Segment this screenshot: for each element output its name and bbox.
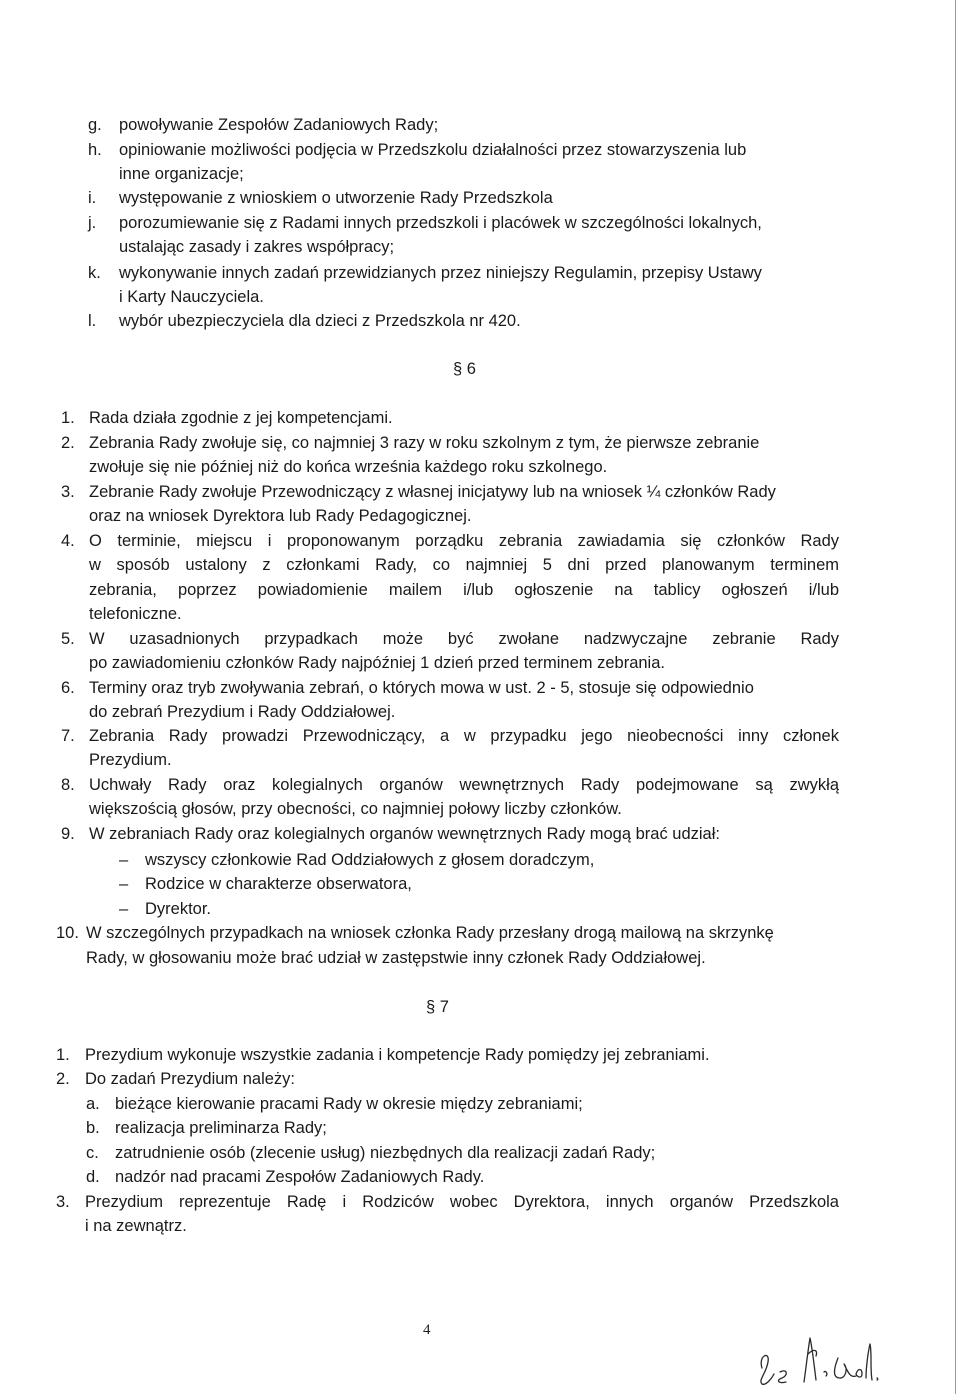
item-text: Prezydium wykonuje wszystkie zadania i kompetencje Rady pomiędzy jej zebraniami. <box>85 1046 710 1064</box>
dash-marker: – <box>119 875 129 893</box>
item-number: 5. <box>61 630 75 648</box>
sub-item-marker: b. <box>86 1119 100 1137</box>
item-number: 1. <box>61 409 75 427</box>
sub-item-text: realizacja preliminarza Rady; <box>115 1119 327 1137</box>
item-number: 10. <box>56 924 79 942</box>
list-marker: i. <box>88 189 97 207</box>
item-number: 9. <box>61 825 75 843</box>
list-item-continuation: inne organizacje; <box>119 165 244 183</box>
item-text: Uchwały Rady oraz kolegialnych organów wewnętrznych Rady podejmowane są zwykłą <box>89 776 839 794</box>
dash-marker: – <box>119 900 129 918</box>
item-continuation: Rady, w głosowaniu może brać udział w zastępstwie inny członek Rady Oddziałowej. <box>86 949 706 967</box>
sub-item-marker: a. <box>86 1095 100 1113</box>
dash-item-text: Rodzice w charakterze obserwatora, <box>145 875 412 893</box>
sub-item-marker: c. <box>86 1144 99 1162</box>
list-marker: g. <box>88 116 102 134</box>
sub-item-text: nadzór nad pracami Zespołów Zadaniowych Rady. <box>115 1168 485 1186</box>
item-continuation: Prezydium. <box>89 751 172 769</box>
item-continuation: do zebrań Prezydium i Rady Oddziałowej. <box>89 703 396 721</box>
sub-item-marker: d. <box>86 1168 100 1186</box>
section-heading-7: § 7 <box>426 998 449 1016</box>
item-text: Zebrania Rady prowadzi Przewodniczący, a w przypadku jego nieobecności inny członek <box>89 727 839 745</box>
dash-item-text: Dyrektor. <box>145 900 212 918</box>
item-text: Zebranie Rady zwołuje Przewodniczący z własnej inicjatywy lub na wniosek ¼ członków Rady <box>89 483 776 501</box>
list-item-text: porozumiewanie się z Radami innych przedszkoli i placówek w szczególności lokalnych, <box>119 214 762 232</box>
item-number: 2. <box>56 1070 70 1088</box>
item-text: Zebrania Rady zwołuje się, co najmniej 3 razy w roku szkolnym z tym, że pierwsze zebranie <box>89 434 760 452</box>
item-continuation: większością głosów, przy obecności, co najmniej połowy liczby członków. <box>89 800 622 818</box>
item-number: 8. <box>61 776 75 794</box>
item-continuation: telefoniczne. <box>89 605 182 623</box>
item-number: 3. <box>61 483 75 501</box>
item-number: 1. <box>56 1046 70 1064</box>
item-text: O terminie, miejscu i proponowanym porządku zebrania zawiadamia się członków Rady <box>89 532 839 550</box>
list-item-continuation: ustalając zasady i zakres współpracy; <box>119 238 395 256</box>
dash-item-text: wszyscy członkowie Rad Oddziałowych z głosem doradczym, <box>145 851 595 869</box>
item-continuation: po zawiadomieniu członków Rady najpóźniej 1 dzień przed terminem zebrania. <box>89 654 665 672</box>
item-continuation: oraz na wniosek Dyrektora lub Rady Pedagogicznej. <box>89 507 472 525</box>
item-continuation: zebrania, poprzez powiadomienie mailem i/lub ogłoszenie na tablicy ogłoszeń i/lub <box>89 581 839 599</box>
list-item-text: opiniowanie możliwości podjęcia w Przedszkolu działalności przez stowarzyszenia lub <box>119 141 747 159</box>
sub-item-text: zatrudnienie osób (zlecenie usług) niezbędnych dla realizacji zadań Rady; <box>115 1144 656 1162</box>
list-item-text: wybór ubezpieczyciela dla dzieci z Przedszkola nr 420. <box>119 312 521 330</box>
item-number: 6. <box>61 679 75 697</box>
signature-scribble <box>752 1328 882 1390</box>
item-text: Prezydium reprezentuje Radę i Rodziców wobec Dyrektora, innych organów Przedszkola <box>85 1193 839 1211</box>
list-marker: k. <box>88 264 101 282</box>
item-text: Rada działa zgodnie z jej kompetencjami. <box>89 409 393 427</box>
item-text: Do zadań Prezydium należy: <box>85 1070 296 1088</box>
item-text: W zebraniach Rady oraz kolegialnych organów wewnętrznych Rady mogą brać udział: <box>89 825 720 843</box>
item-continuation: i na zewnątrz. <box>85 1217 187 1235</box>
item-text: W uzasadnionych przypadkach może być zwołane nadzwyczajne zebranie Rady <box>89 630 839 648</box>
list-item-text: wykonywanie innych zadań przewidzianych przez niniejszy Regulamin, przepisy Ustawy <box>119 264 762 282</box>
list-marker: j. <box>88 214 97 232</box>
list-marker: h. <box>88 141 102 159</box>
scan-edge-line <box>955 0 956 1394</box>
item-number: 4. <box>61 532 75 550</box>
item-number: 3. <box>56 1193 70 1211</box>
sub-item-text: bieżące kierowanie pracami Rady w okresie między zebraniami; <box>115 1095 583 1113</box>
item-number: 7. <box>61 727 75 745</box>
item-text: Terminy oraz tryb zwoływania zebrań, o których mowa w ust. 2 - 5, stosuje się odpowiednio <box>89 679 754 697</box>
page-number: 4 <box>423 1322 431 1338</box>
item-number: 2. <box>61 434 75 452</box>
dash-marker: – <box>119 851 129 869</box>
list-item-continuation: i Karty Nauczyciela. <box>119 288 264 306</box>
item-continuation: w sposób ustalony z członkami Rady, co najmniej 5 dni przed planowanym terminem <box>89 556 839 574</box>
section-heading-6: § 6 <box>453 360 476 378</box>
item-text: W szczególnych przypadkach na wniosek członka Rady przesłany drogą mailową na skrzynkę <box>86 924 774 942</box>
list-item-text: powoływanie Zespołów Zadaniowych Rady; <box>119 116 439 134</box>
item-continuation: zwołuje się nie później niż do końca września każdego roku szkolnego. <box>89 458 608 476</box>
list-marker: l. <box>88 312 97 330</box>
handwritten-signature <box>752 1328 882 1390</box>
list-item-text: występowanie z wnioskiem o utworzenie Rady Przedszkola <box>119 189 553 207</box>
